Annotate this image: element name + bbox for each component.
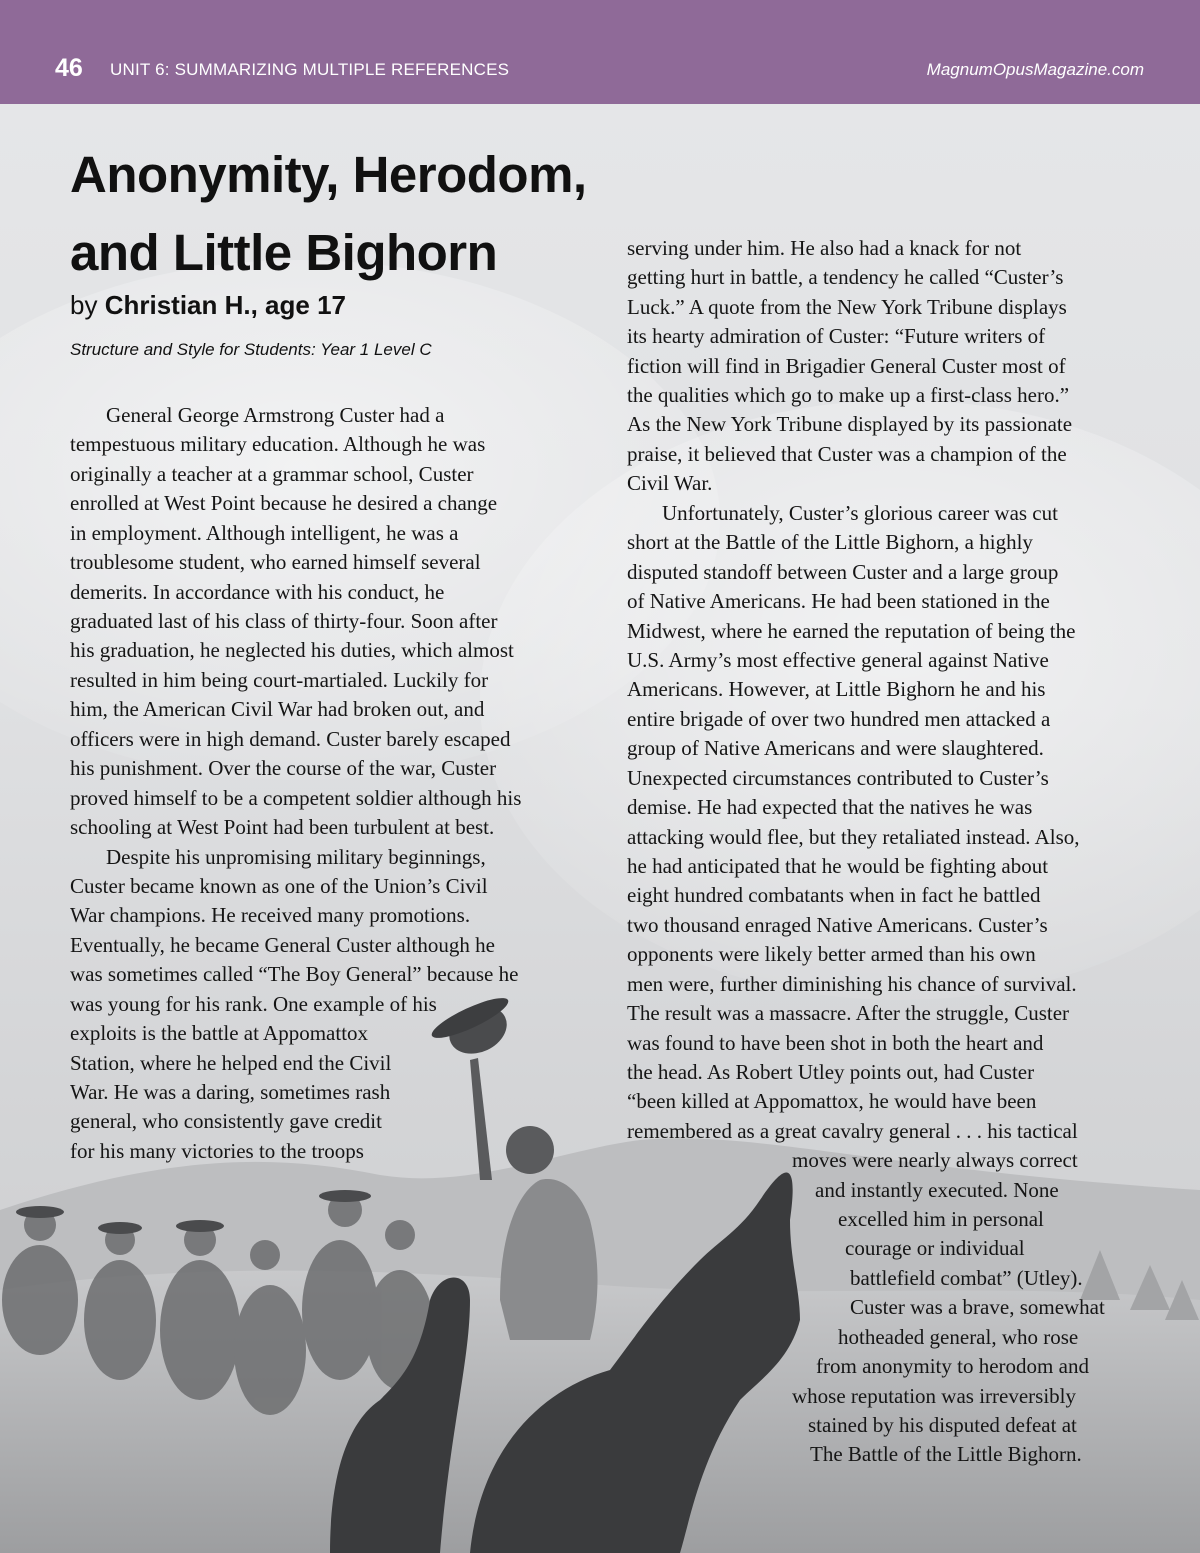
body-line: getting hurt in battle, a tendency he called “Custer’s <box>627 265 1064 289</box>
body-line: Custer was a brave, somewhat <box>850 1295 1105 1319</box>
body-line: his punishment. Over the course of the war, Custer <box>70 756 497 780</box>
body-line: Eventually, he became General Custer although he <box>70 933 495 957</box>
header-bar <box>0 0 1200 104</box>
body-line: two thousand enraged Native Americans. Custer’s <box>627 913 1048 937</box>
body-line: attacking would flee, but they retaliated instead. Also, <box>627 825 1080 849</box>
body-line: Civil War. <box>627 471 713 495</box>
unit-title: UNIT 6: SUMMARIZING MULTIPLE REFERENCES <box>110 60 510 79</box>
body-line: men were, further diminishing his chance of survival. <box>627 972 1077 996</box>
body-line: graduated last of his class of thirty-four. Soon after <box>70 609 498 633</box>
body-line: stained by his disputed defeat at <box>808 1413 1077 1437</box>
body-line: enrolled at West Point because he desired a change <box>70 491 498 515</box>
body-line: group of Native Americans and were slaughtered. <box>627 736 1044 760</box>
body-line: he had anticipated that he would be fighting about <box>627 854 1049 878</box>
body-line: general, who consistently gave credit <box>70 1109 382 1133</box>
body-line: “been killed at Appomattox, he would have been <box>627 1089 1037 1113</box>
body-line: War champions. He received many promotions. <box>70 903 471 927</box>
body-line: Unfortunately, Custer’s glorious career was cut <box>662 501 1058 525</box>
body-line: its hearty admiration of Custer: “Future writers of <box>627 324 1046 348</box>
byline <box>70 290 346 321</box>
body-line: Midwest, where he earned the reputation of being the <box>627 619 1076 643</box>
body-line: him, the American Civil War had broken out, and <box>70 697 485 721</box>
body-line: Americans. However, at Little Bighorn he and his <box>627 677 1046 701</box>
body-line: troublesome student, who earned himself several <box>70 550 481 574</box>
body-line: War. He was a daring, sometimes rash <box>70 1080 391 1104</box>
body-line: praise, it believed that Custer was a champion of the <box>627 442 1067 466</box>
body-line: was found to have been shot in both the heart and <box>627 1031 1044 1055</box>
body-line: excelled him in personal <box>838 1207 1044 1231</box>
body-line: remembered as a great cavalry general . . . his tactical <box>627 1119 1078 1143</box>
author-name: Christian H., age 17 <box>104 290 347 320</box>
body-line: The result was a massacre. After the struggle, Custer <box>627 1001 1070 1025</box>
page-number: 46 <box>55 54 83 82</box>
body-line: Despite his unpromising military beginnings, <box>106 845 486 869</box>
article-title-line-1: Anonymity, Herodom, <box>70 146 587 203</box>
body-line: fiction will find in Brigadier General Custer most of <box>627 354 1066 378</box>
body-line: entire brigade of over two hundred men attacked a <box>627 707 1051 731</box>
body-line: and instantly executed. None <box>815 1178 1059 1202</box>
body-line: The Battle of the Little Bighorn. <box>810 1442 1082 1466</box>
body-line: General George Armstrong Custer had a <box>106 403 445 427</box>
body-line: from anonymity to herodom and <box>816 1354 1089 1378</box>
body-line: U.S. Army’s most effective general against Native <box>627 648 1049 672</box>
body-line: demerits. In accordance with his conduct, he <box>70 580 445 604</box>
body-line: for his many victories to the troops <box>70 1139 364 1163</box>
body-line: demise. He had expected that the natives he was <box>627 795 1033 819</box>
body-line: Unexpected circumstances contributed to Custer’s <box>627 766 1049 790</box>
byline-prefix: by <box>70 290 98 320</box>
body-line: officers were in high demand. Custer barely escaped <box>70 727 511 751</box>
body-line: proved himself to be a competent soldier although his <box>70 786 522 810</box>
body-line: the qualities which go to make up a first-class hero.” <box>627 383 1070 407</box>
body-line: As the New York Tribune displayed by its passionate <box>627 412 1073 436</box>
body-line: hotheaded general, who rose <box>838 1325 1079 1349</box>
body-line: opponents were likely better armed than his own <box>627 942 1036 966</box>
body-line: was sometimes called “The Boy General” because he <box>70 962 519 986</box>
body-line: exploits is the battle at Appomattox <box>70 1021 369 1045</box>
site-url-link[interactable]: MagnumOpusMagazine.com <box>926 60 1144 79</box>
body-line: resulted in him being court-martialed. Luckily for <box>70 668 489 692</box>
body-line: of Native Americans. He had been stationed in the <box>627 589 1050 613</box>
body-line: short at the Battle of the Little Bighorn, a highly <box>627 530 1033 554</box>
body-line: tempestuous military education. Although he was <box>70 432 486 456</box>
source-line: Structure and Style for Students: Year 1 Level C <box>70 340 432 359</box>
body-line: originally a teacher at a grammar school, Custer <box>70 462 474 486</box>
body-line: courage or individual <box>845 1236 1025 1260</box>
body-line: eight hundred combatants when in fact he battled <box>627 883 1041 907</box>
body-line: in employment. Although intelligent, he was a <box>70 521 459 545</box>
body-line: Custer became known as one of the Union’s Civil <box>70 874 488 898</box>
body-line: Station, where he helped end the Civil <box>70 1051 392 1075</box>
body-line: was young for his rank. One example of his <box>70 992 437 1016</box>
body-line: his graduation, he neglected his duties, which almost <box>70 638 514 662</box>
article-title-line-2: and Little Bighorn <box>70 224 498 281</box>
body-line: moves were nearly always correct <box>792 1148 1078 1172</box>
body-line: whose reputation was irreversibly <box>792 1384 1077 1408</box>
body-line: disputed standoff between Custer and a large group <box>627 560 1059 584</box>
body-line: Luck.” A quote from the New York Tribune displays <box>627 295 1067 319</box>
body-line: the head. As Robert Utley points out, had Custer <box>627 1060 1035 1084</box>
body-line: battlefield combat” (Utley). <box>850 1266 1083 1290</box>
body-line: serving under him. He also had a knack for not <box>627 236 1022 260</box>
body-line: schooling at West Point had been turbulent at best. <box>70 815 495 839</box>
